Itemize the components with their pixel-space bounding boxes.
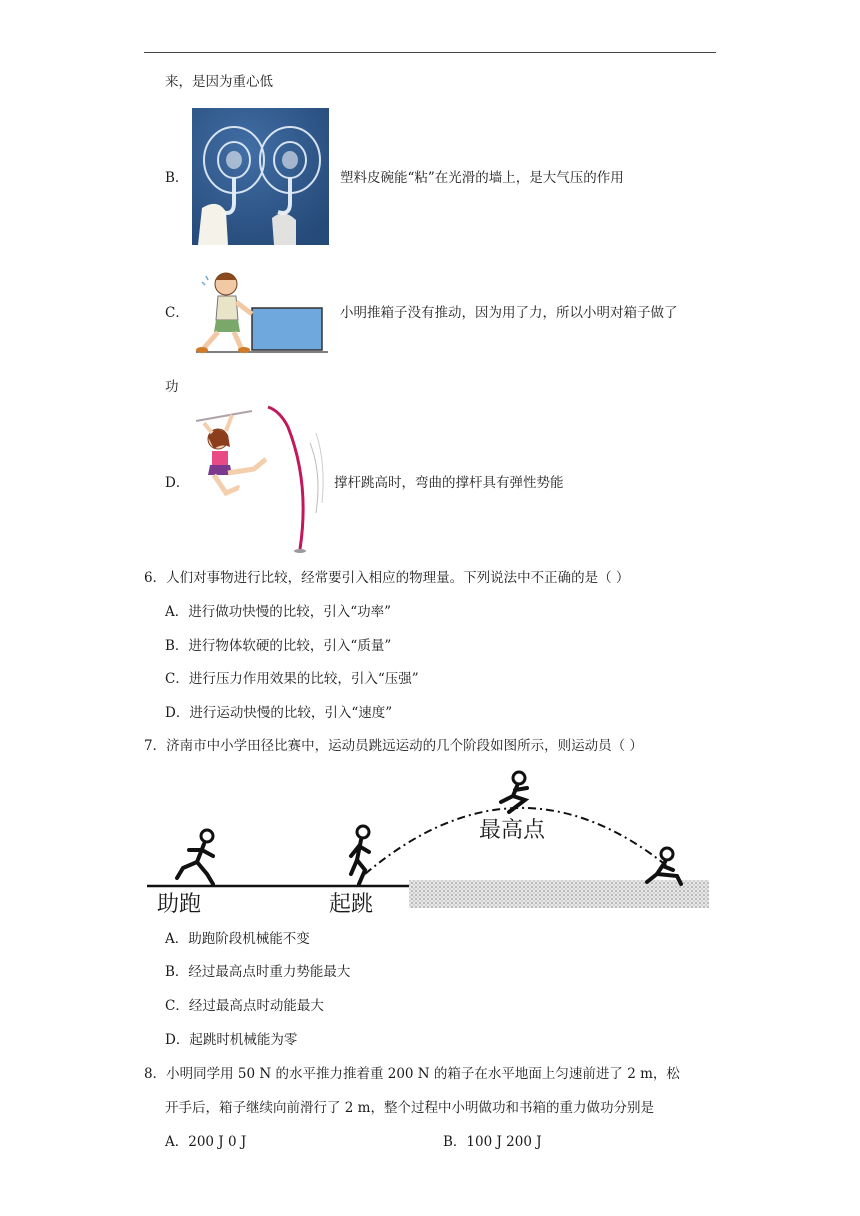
boy-pushing-box-image <box>192 268 330 354</box>
q6-option-d: D．进行运动快慢的比较，引入“速度” <box>165 705 393 721</box>
q6-option-a: A．进行做功快慢的比较，引入“功率” <box>165 604 392 620</box>
q5-option-b-letter: B． <box>165 170 189 186</box>
pole-vault-image <box>192 403 330 555</box>
q5-option-b-text: 塑料皮碗能“粘”在光滑的墙上，是大气压的作用 <box>340 170 624 186</box>
q5-option-c-text: 小明推箱子没有推动，因为用了力，所以小明对箱子做了 <box>340 305 678 321</box>
q8-stem-line1: 8．小明同学用 50 N 的水平推力推着重 200 N 的箱子在水平地面上匀速前进了 2 m，松 <box>144 1066 680 1082</box>
q5-option-c-wrap: 功 <box>165 379 179 395</box>
long-jump-figure <box>147 766 713 920</box>
q7-option-b: B．经过最高点时重力势能最大 <box>165 964 351 980</box>
q5-option-c-letter: C． <box>165 305 189 321</box>
q6-stem: 6．人们对事物进行比较，经常要引入相应的物理量。下列说法中不正确的是（ ） <box>144 570 630 586</box>
q5-option-d-letter: D． <box>165 475 190 491</box>
q7-option-d: D．起跳时机械能为零 <box>165 1032 298 1048</box>
fig-label-run: 助跑 <box>157 892 202 917</box>
q5-continued-text: 来，是因为重心低 <box>165 74 273 90</box>
q6-option-c: C．进行压力作用效果的比较，引入“压强” <box>165 671 419 687</box>
q7-stem: 7．济南市中小学田径比赛中，运动员跳远运动的几个阶段如图所示，则运动员（ ） <box>144 738 643 754</box>
header-rule <box>144 52 716 53</box>
q8-option-b: B．100 J 200 J <box>443 1134 542 1150</box>
q8-stem-line2: 开手后，箱子继续向前滑行了 2 m，整个过程中小明做功和书箱的重力做功分别是 <box>165 1100 654 1116</box>
fig-label-peak: 最高点 <box>479 818 546 843</box>
q7-option-c: C．经过最高点时动能最大 <box>165 998 324 1014</box>
q5-option-d-text: 撑杆跳高时，弯曲的撑杆具有弹性势能 <box>334 475 564 491</box>
q6-option-b: B．进行物体软硬的比较，引入“质量” <box>165 638 392 654</box>
suction-hooks-image <box>192 108 329 245</box>
q7-option-a: A．助跑阶段机械能不变 <box>165 931 310 947</box>
fig-label-takeoff: 起跳 <box>329 892 374 917</box>
q8-option-a: A．200 J 0 J <box>165 1134 247 1150</box>
